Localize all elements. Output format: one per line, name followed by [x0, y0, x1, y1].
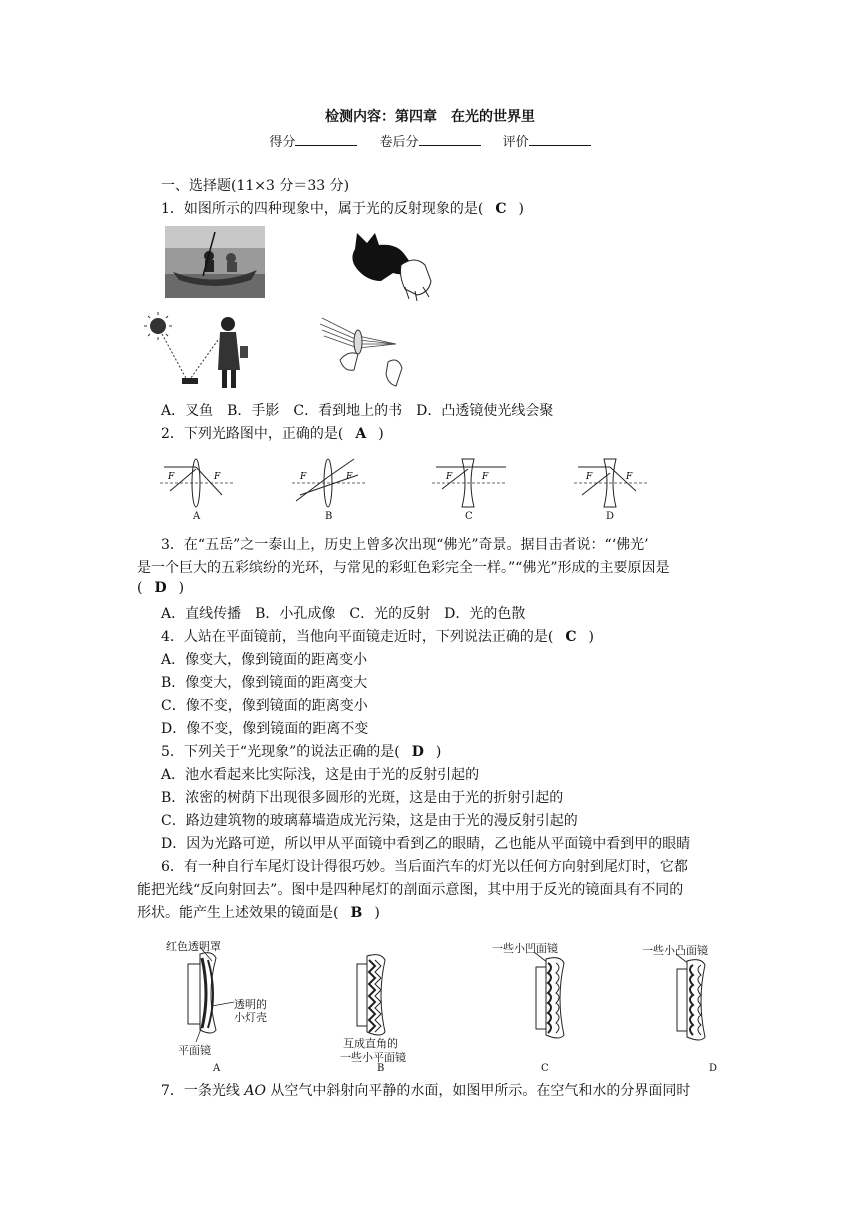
- q3-close: ): [178, 580, 185, 596]
- question-5-stem: [161, 741, 441, 761]
- convex-lens-image: [318, 310, 418, 392]
- q1-answer: C: [495, 201, 507, 217]
- q1-stem-close: ): [518, 201, 524, 217]
- question-1-stem: [161, 198, 524, 218]
- book-reflection-image: [144, 310, 254, 392]
- q6-caption-d: D: [709, 1063, 718, 1074]
- score-bar: [0, 131, 860, 150]
- q7-ray-label: AO: [244, 1083, 266, 1099]
- ray-diagram-c: [432, 455, 506, 511]
- hand-shadow-image: [345, 225, 437, 301]
- leader-line: [210, 998, 236, 1010]
- section-heading: 一、选择题(11×3 分＝33 分): [161, 178, 350, 194]
- q3-line-2: 是一个巨大的五彩缤纷的光环，与常见的彩虹色彩完全一样。”“佛光”形成的主要原因是: [137, 560, 670, 576]
- q6-answer: B: [350, 905, 363, 921]
- q3-answer: D: [154, 580, 167, 596]
- focus-label: F: [346, 472, 353, 482]
- q5-stem-text: 5．下列关于“光现象”的说法正确的是(: [161, 744, 400, 760]
- q2-stem-text: 2．下列光路图中，正确的是(: [161, 426, 344, 442]
- q2-caption-c: C: [465, 511, 473, 522]
- q4-option: A．像变大，像到镜面的距离变小: [161, 652, 368, 668]
- after-score-label: 卷后分: [379, 135, 419, 150]
- question-2-stem: [161, 423, 384, 443]
- question-4-stem: [161, 626, 594, 646]
- label-concave: 一些小凹面镜: [492, 942, 558, 955]
- q5-option: A．池水看起来比实际浅，这是由于光的反射引起的: [161, 767, 480, 783]
- q4-stem-close: ): [588, 629, 594, 645]
- q3-line-1: 3．在“五岳”之一泰山上，历史上曾多次出现“佛光”奇景。据目击者说：“‘佛光’: [161, 537, 649, 553]
- score-label: 得分: [269, 135, 296, 150]
- q1-options: A．叉鱼 B．手影 C．看到地上的书 D．凸透镜使光线会聚: [161, 403, 554, 419]
- focus-label: F: [168, 472, 175, 482]
- q7-text-post: 从空气中斜射向平静的水面，如图甲所示。在空气和水的分界面同时: [265, 1083, 691, 1099]
- q5-stem-close: ): [435, 744, 442, 760]
- q5-option: C．路边建筑物的玻璃幕墙造成光污染，这是由于光的漫反射引起的: [161, 813, 578, 829]
- taillight-d: [675, 957, 717, 1041]
- label-red-cover: 红色透明罩: [166, 940, 221, 953]
- q3-line-3: [137, 580, 184, 596]
- q2-caption-b: B: [325, 511, 333, 522]
- leader-line: [190, 1024, 210, 1044]
- q2-caption-d: D: [606, 511, 615, 522]
- eval-blank: [529, 133, 591, 146]
- taillight-c: [534, 955, 576, 1039]
- fishing-boat-image: [165, 226, 265, 298]
- focus-label: F: [446, 472, 453, 482]
- q5-answer: D: [411, 744, 424, 760]
- q2-stem-close: ): [378, 426, 384, 442]
- leader-line: [170, 945, 220, 965]
- focus-label: F: [626, 472, 633, 482]
- q7-line-1: [161, 1080, 690, 1100]
- q4-option: B．像变大，像到镜面的距离变大: [161, 675, 368, 691]
- q6-stem-close: ): [374, 905, 380, 921]
- q6-line-3: [137, 902, 380, 922]
- q6-caption-a: A: [213, 1063, 221, 1074]
- q2-answer: A: [355, 426, 367, 442]
- q4-stem-text: 4．人站在平面镜前，当他向平面镜走近时，下列说法正确的是(: [161, 629, 554, 645]
- focus-label: F: [214, 472, 221, 482]
- q5-option: B．浓密的树荫下出现很多圆形的光斑，这是由于光的折射引起的: [161, 790, 564, 806]
- q4-answer: C: [565, 629, 577, 645]
- label-bulb-1: 透明的: [234, 998, 267, 1011]
- focus-label: F: [586, 472, 593, 482]
- q3-open: (: [137, 580, 143, 596]
- eval-label: 评价: [502, 135, 529, 150]
- page-title: 检测内容：第四章 在光的世界里: [325, 109, 535, 125]
- label-convex: 一些小凸面镜: [642, 944, 708, 957]
- q6-caption-c: C: [541, 1063, 549, 1074]
- label-right-angle-2: 一些小平面镜: [340, 1051, 406, 1064]
- ray-diagram-b: [292, 455, 366, 511]
- q6-stem-text: 形状。能产生上述效果的镜面是(: [137, 905, 339, 921]
- focus-label: F: [300, 472, 307, 482]
- ray-diagram-a: [160, 455, 234, 511]
- taillight-b: [355, 952, 397, 1036]
- ray-diagram-d: [574, 455, 648, 511]
- q2-caption-a: A: [193, 511, 201, 522]
- q4-option: D．像不变，像到镜面的距离不变: [161, 721, 369, 737]
- q4-option: C．像不变，像到镜面的距离变小: [161, 698, 368, 714]
- q6-line-1: 6．有一种自行车尾灯设计得很巧妙。当后面汽车的灯光以任何方向射到尾灯时，它都: [161, 859, 688, 875]
- label-flat-mirror: 平面镜: [178, 1044, 211, 1057]
- q5-option: D．因为光路可逆，所以甲从平面镜中看到乙的眼睛，乙也能从平面镜中看到甲的眼睛: [161, 836, 691, 852]
- after-score-blank: [419, 133, 481, 146]
- q6-line-2: 能把光线“反向射回去”。图中是四种尾灯的剖面示意图，其中用于反光的镜面具有不同的: [137, 882, 684, 898]
- q6-caption-b: B: [377, 1063, 385, 1074]
- q1-stem-text: 1．如图所示的四种现象中，属于光的反射现象的是(: [161, 201, 484, 217]
- score-blank: [295, 133, 357, 146]
- q7-text-pre: 7．一条光线: [161, 1083, 245, 1099]
- q3-options: A．直线传播 B．小孔成像 C．光的反射 D．光的色散: [161, 606, 526, 622]
- label-bulb-2: 小灯壳: [234, 1011, 267, 1024]
- focus-label: F: [482, 472, 489, 482]
- label-right-angle-1: 互成直角的: [343, 1037, 398, 1050]
